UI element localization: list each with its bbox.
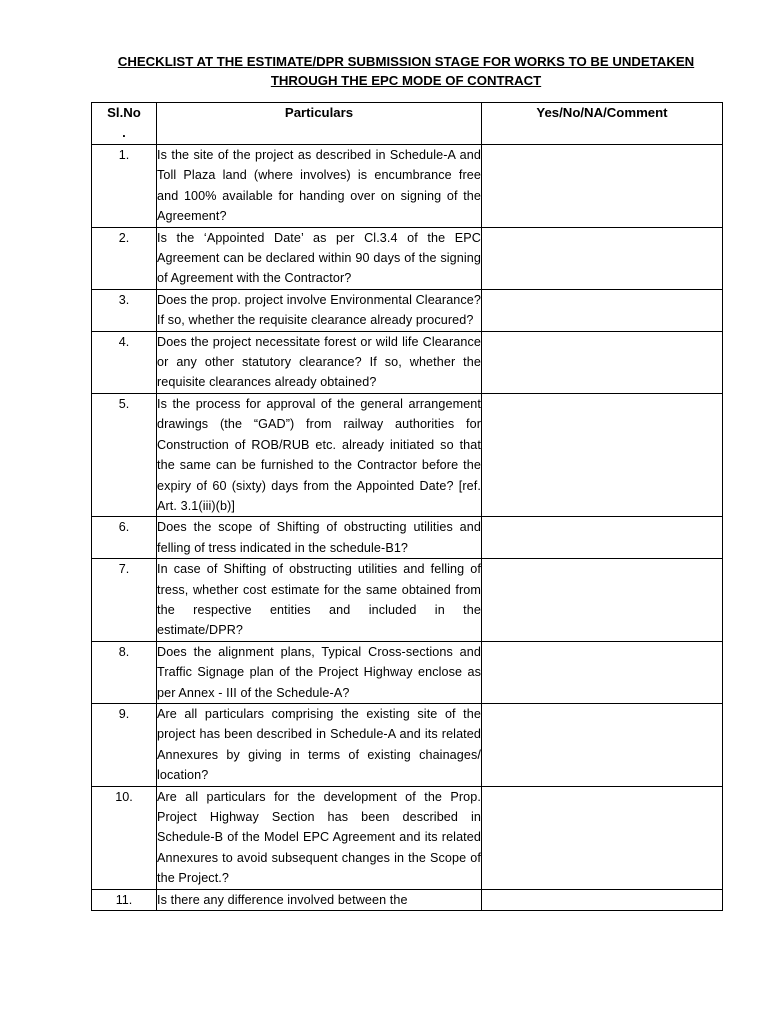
header-particulars: Particulars — [157, 103, 482, 145]
row-response-cell[interactable] — [482, 227, 723, 289]
row-number: 8. — [92, 641, 157, 703]
title-line-2: THROUGH THE EPC MODE OF CONTRACT — [270, 73, 542, 88]
row-particulars: Is the site of the project as described in Schedule-A and Toll Plaza land (where involves) is encumbrance free and 100% available for handing over on signing of the Agreement? — [157, 145, 482, 228]
table-row — [92, 145, 723, 228]
row-number: 3. — [92, 289, 157, 331]
row-response-cell[interactable] — [482, 889, 723, 910]
row-particulars: Are all particulars for the development of the Prop. Project Highway Section has been described in Schedule-B of the Model EPC Agreement and its related Annexures to avoid subsequent changes in the Scope of the Project.? — [157, 786, 482, 889]
table-row — [92, 889, 723, 910]
row-response-cell[interactable] — [482, 703, 723, 786]
table-row — [92, 393, 723, 516]
table-row — [92, 289, 723, 331]
row-number: 6. — [92, 517, 157, 559]
row-response-cell[interactable] — [482, 641, 723, 703]
row-number: 9. — [92, 703, 157, 786]
table-header-row — [92, 103, 723, 145]
row-particulars: Is the ‘Appointed Date’ as per Cl.3.4 of the EPC Agreement can be declared within 90 days of the signing of Agreement with the Contractor? — [157, 227, 482, 289]
table-row — [92, 517, 723, 559]
row-response-cell[interactable] — [482, 289, 723, 331]
row-number: 7. — [92, 559, 157, 642]
row-response-cell[interactable] — [482, 517, 723, 559]
row-response-cell[interactable] — [482, 331, 723, 393]
row-number: 2. — [92, 227, 157, 289]
row-response-cell[interactable] — [482, 786, 723, 889]
checklist-table — [91, 102, 723, 911]
row-response-cell[interactable] — [482, 559, 723, 642]
table-row — [92, 641, 723, 703]
row-response-cell[interactable] — [482, 393, 723, 516]
row-number: 4. — [92, 331, 157, 393]
header-response: Yes/No/NA/Comment — [482, 103, 723, 145]
table-row — [92, 559, 723, 642]
row-number: 1. — [92, 145, 157, 228]
title-line-1: CHECKLIST AT THE ESTIMATE/DPR SUBMISSION STAGE FOR WORKS TO BE UNDETAKEN — [117, 54, 695, 69]
row-particulars: Is there any difference involved between the — [157, 889, 482, 910]
row-particulars: Does the prop. project involve Environmental Clearance? If so, whether the requisite clearance already procured? — [157, 289, 482, 331]
row-particulars: Is the process for approval of the general arrangement drawings (the “GAD”) from railway authorities for Construction of ROB/RUB etc. already initiated so that the same can be furnished to the Contractor before the expiry of 60 (sixty) days from the Appointed Date? [ref. Art. 3.1(iii)(b)] — [157, 393, 482, 516]
row-particulars: In case of Shifting of obstructing utilities and felling of tress, whether cost estimate for the same obtained from the respective entities and included in the estimate/DPR? — [157, 559, 482, 642]
row-response-cell[interactable] — [482, 145, 723, 228]
row-number: 11. — [92, 889, 157, 910]
document-title — [90, 52, 722, 90]
header-slno: Sl.No . — [92, 103, 157, 145]
row-number: 5. — [92, 393, 157, 516]
table-row — [92, 331, 723, 393]
row-particulars: Does the scope of Shifting of obstructing utilities and felling of tress indicated in the schedule-B1? — [157, 517, 482, 559]
table-row — [92, 703, 723, 786]
row-particulars: Does the project necessitate forest or wild life Clearance or any other statutory clearance? If so, whether the requisite clearances already obtained? — [157, 331, 482, 393]
table-row — [92, 786, 723, 889]
row-particulars: Does the alignment plans, Typical Cross-sections and Traffic Signage plan of the Project Highway enclose as per Annex - III of the Schedule-A? — [157, 641, 482, 703]
row-number: 10. — [92, 786, 157, 889]
table-row — [92, 227, 723, 289]
row-particulars: Are all particulars comprising the existing site of the project has been described in Schedule-A and its related Annexures by giving in terms of existing chainages/ location? — [157, 703, 482, 786]
